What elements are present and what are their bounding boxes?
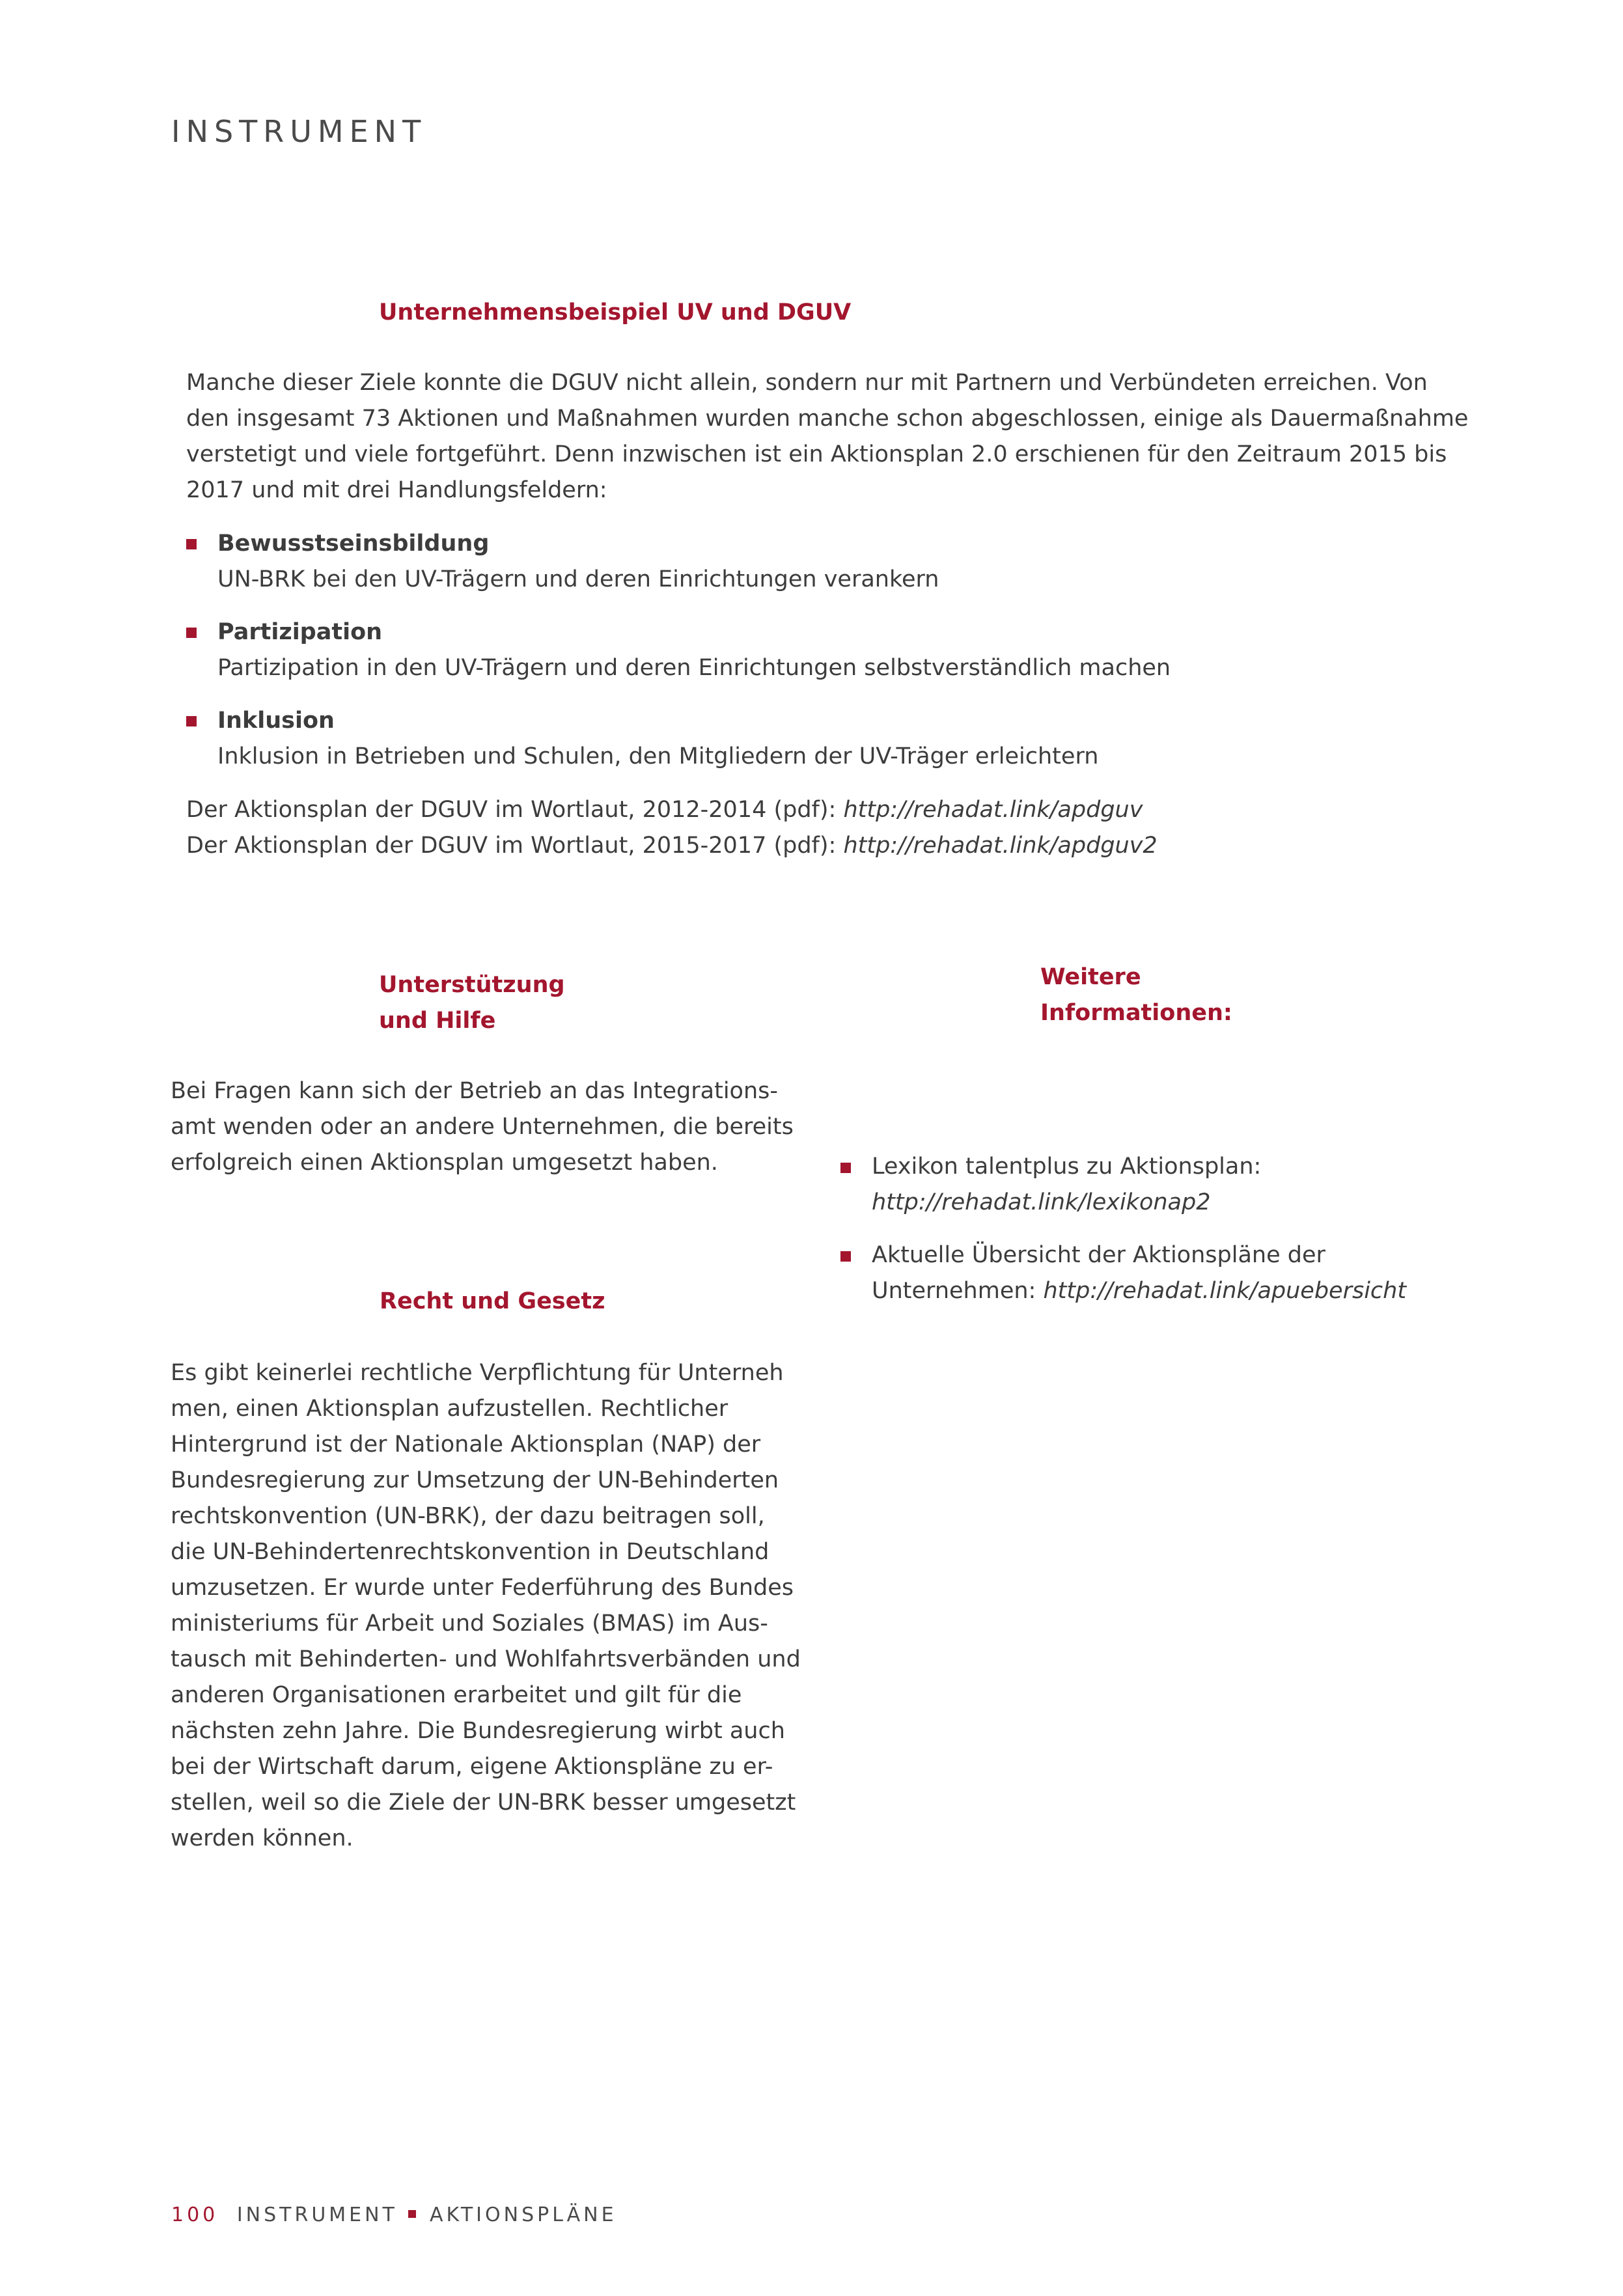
more-info-link[interactable]: http://rehadat.link/apuebersicht <box>1043 1278 1407 1304</box>
support-heading-line: Unterstützung <box>379 972 565 998</box>
field-item <box>217 703 1098 775</box>
support-heading-line: und Hilfe <box>379 1008 496 1034</box>
more-info-item-line <box>872 1185 1261 1221</box>
support-heading <box>379 967 565 1039</box>
bullet-square-icon <box>840 1251 851 1262</box>
footer-section: INSTRUMENT <box>236 2204 398 2226</box>
law-text-line: rechtskonvention (UN-BRK), der dazu beitragen soll, <box>171 1503 765 1529</box>
support-text-line: Bei Fragen kann sich der Betrieb an das Integrations- <box>171 1078 779 1104</box>
example-intro <box>186 365 1468 508</box>
more-info-item-line: Lexikon talentplus zu Aktionsplan: <box>872 1154 1262 1180</box>
law-text-line: anderen Organisationen erarbeitet und gilt für die <box>171 1682 742 1708</box>
law-text-line: nächsten zehn Jahre. Die Bundesregierung wirbt auch <box>171 1718 785 1744</box>
law-text-line: Hintergrund ist der Nationale Aktionsplan (NAP) der <box>171 1432 761 1458</box>
bullet-square-icon <box>186 716 197 726</box>
action-plan-link[interactable]: http://rehadat.link/apdguv2 <box>843 833 1158 859</box>
law-text-line: men, einen Aktionsplan aufzustellen. Rechtlicher <box>171 1396 728 1422</box>
more-info-heading-line: Informationen: <box>1040 1000 1232 1026</box>
example-intro-line: 2017 und mit drei Handlungsfeldern: <box>186 477 607 503</box>
example-heading: Unternehmensbeispiel UV und DGUV <box>379 299 852 325</box>
field-title: Bewusstseinsbildung <box>217 531 490 557</box>
law-text-line: die UN-Behindertenrechtskonvention in Deutschland <box>171 1539 770 1565</box>
footer-topic: AKTIONSPLÄNE <box>429 2204 617 2226</box>
page-number: 100 <box>171 2204 219 2226</box>
support-text <box>171 1073 794 1181</box>
example-intro-line: Manche dieser Ziele konnte die DGUV nicht allein, sondern nur mit Partnern und Verbündeten erreichen. Von <box>186 370 1428 396</box>
bullet-square-icon <box>186 539 197 549</box>
law-text-line: Es gibt keinerlei rechtliche Verpflichtung für Unterneh <box>171 1360 784 1386</box>
field-text: Partizipation in den UV-Trägern und deren Einrichtungen selbstverständlich machen <box>217 655 1171 681</box>
field-text: UN-BRK bei den UV-Trägern und deren Einrichtungen verankern <box>217 566 939 592</box>
law-heading: Recht und Gesetz <box>380 1288 605 1314</box>
law-text-line: werden können. <box>171 1825 354 1851</box>
link-prefix: Unternehmen: <box>872 1278 1044 1304</box>
law-text-line: ministeriums für Arbeit und Soziales (BMAS) im Aus- <box>171 1611 768 1637</box>
law-text-line: Bundesregierung zur Umsetzung der UN-Behinderten <box>171 1467 779 1493</box>
field-title: Inklusion <box>217 708 335 734</box>
support-text-line: amt wenden oder an andere Unternehmen, die bereits <box>171 1114 794 1140</box>
support-text-line: erfolgreich einen Aktionsplan umgesetzt haben. <box>171 1150 718 1176</box>
bullet-square-icon <box>186 628 197 638</box>
more-info-item <box>872 1238 1406 1309</box>
action-plan-link-line <box>186 792 1158 828</box>
field-text: Inklusion in Betrieben und Schulen, den Mitgliedern der UV-Träger erleichtern <box>217 743 1099 769</box>
more-info-heading <box>1040 960 1232 1031</box>
link-prefix: Der Aktionsplan der DGUV im Wortlaut, 2015-2017 (pdf): <box>186 833 844 859</box>
running-header: INSTRUMENT <box>171 114 427 149</box>
law-text-line: tausch mit Behinderten- und Wohlfahrtsverbänden und <box>171 1646 801 1672</box>
action-plan-link[interactable]: http://rehadat.link/apdguv <box>843 797 1143 823</box>
more-info-item-line <box>872 1273 1406 1309</box>
example-intro-line: den insgesamt 73 Aktionen und Maßnahmen wurden manche schon abgeschlossen, einige als Dauermaßnahme <box>186 406 1469 432</box>
action-plan-link-line <box>186 828 1158 864</box>
field-item <box>217 526 939 598</box>
field-title: Partizipation <box>217 619 383 645</box>
more-info-heading-line: Weitere <box>1040 964 1141 990</box>
field-item <box>217 615 1171 686</box>
page-footer <box>171 2204 617 2226</box>
law-text-line: bei der Wirtschaft darum, eigene Aktionspläne zu er- <box>171 1754 773 1780</box>
law-text-line: umzusetzen. Er wurde unter Federführung des Bundes <box>171 1575 794 1601</box>
law-text-line: stellen, weil so die Ziele der UN-BRK besser umgesetzt <box>171 1790 796 1816</box>
more-info-item-line: Aktuelle Übersicht der Aktionspläne der <box>872 1242 1325 1268</box>
footer-separator-icon <box>408 2210 416 2218</box>
link-prefix: Der Aktionsplan der DGUV im Wortlaut, 2012-2014 (pdf): <box>186 797 844 823</box>
action-plan-links <box>186 792 1158 864</box>
example-intro-line: verstetigt und viele fortgeführt. Denn inzwischen ist ein Aktionsplan 2.0 erschienen für den Zeitraum 2015 bis <box>186 441 1447 467</box>
more-info-item <box>872 1149 1261 1221</box>
bullet-square-icon <box>840 1163 851 1173</box>
more-info-link[interactable]: http://rehadat.link/lexikonap2 <box>872 1189 1211 1215</box>
law-text <box>171 1355 801 1857</box>
